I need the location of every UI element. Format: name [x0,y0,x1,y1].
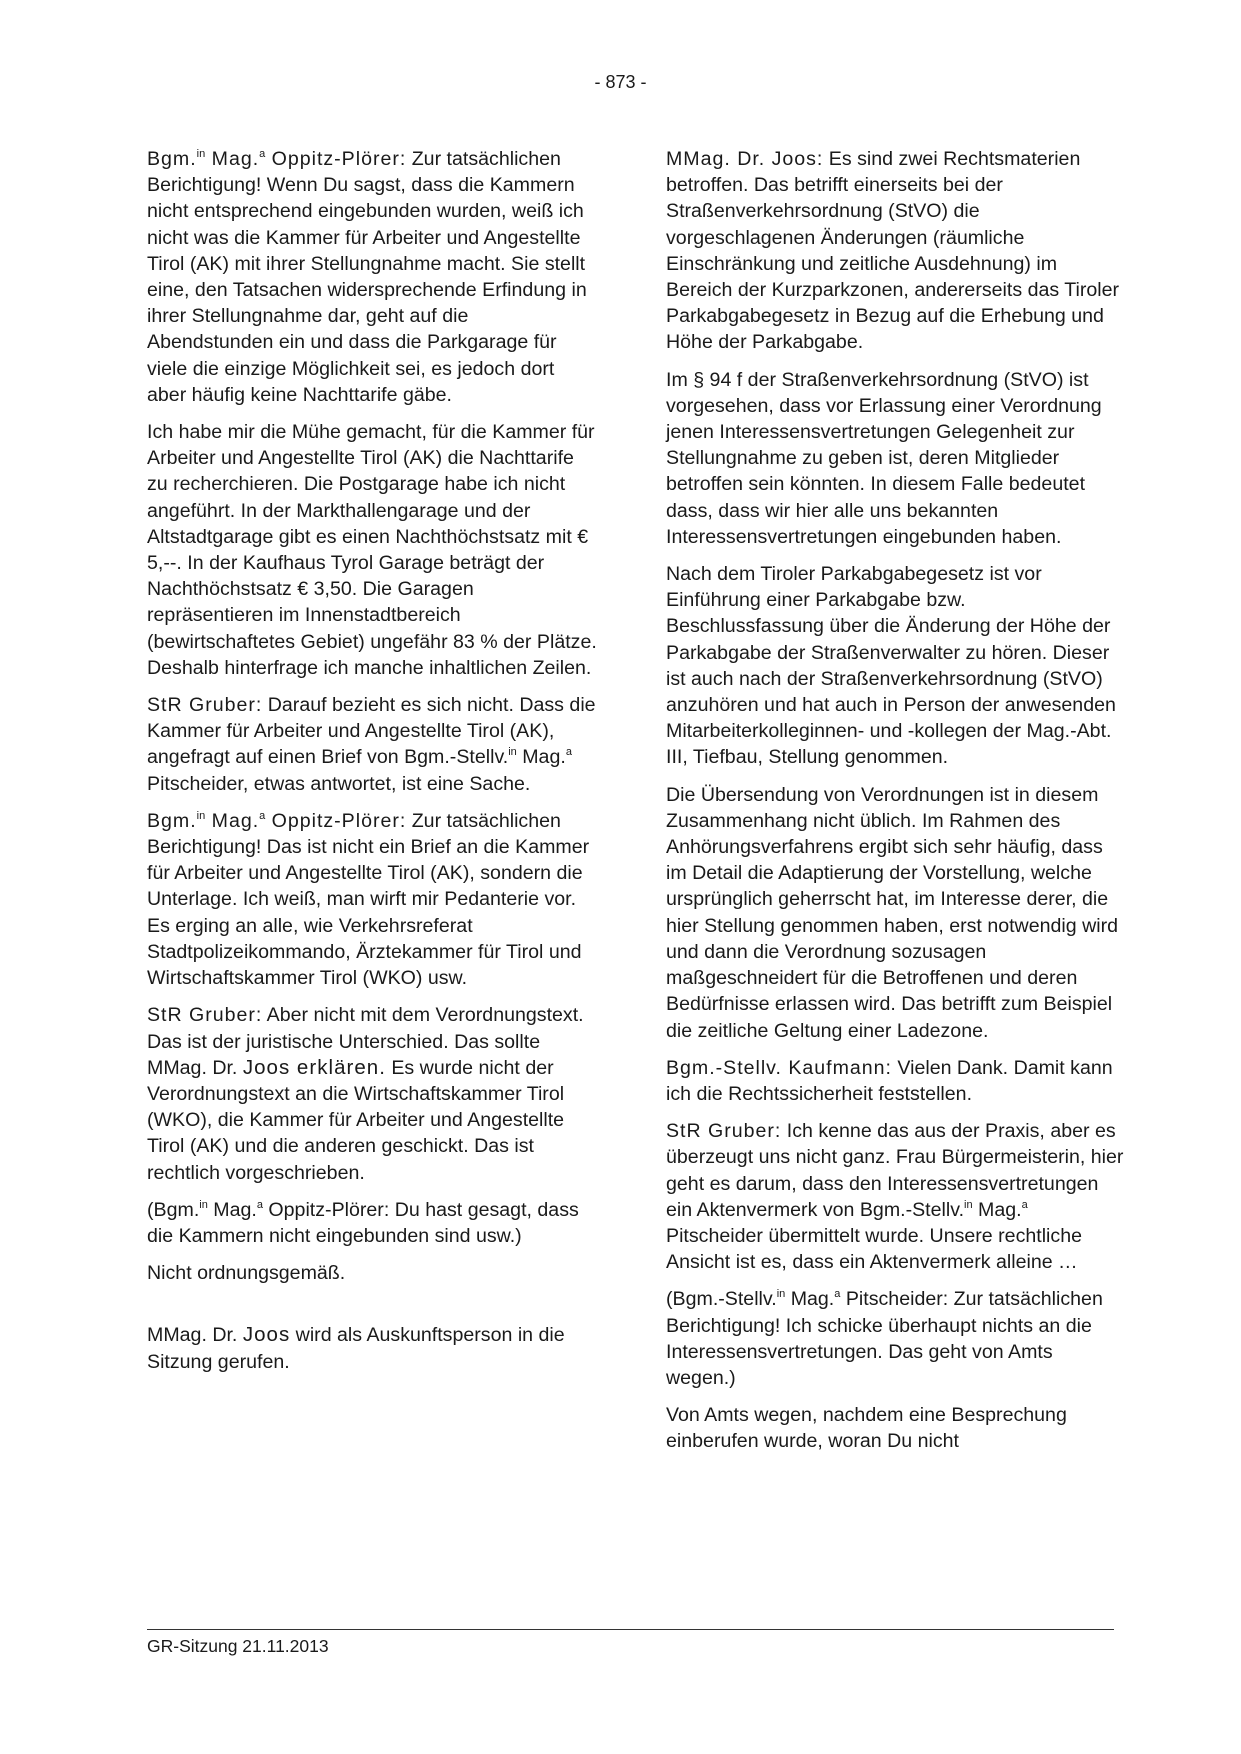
speech-text: Oppitz-Plörer: Du hast gesagt, dass die Kammern nicht eingebunden sind usw.) [147,1198,579,1247]
footer-text: GR-Sitzung 21.11.2013 [147,1636,329,1656]
speaker-name: MMag. Dr. Joos: [666,148,824,170]
superscript: in [508,746,517,759]
speaker-name: Bgm. [147,809,197,832]
superscript: in [199,1198,208,1211]
footer-divider [147,1629,1114,1630]
speaker-name: Bgm. [147,148,197,170]
speech-text: Mag. [785,1288,835,1311]
speech-text: Darauf bezieht es sich nicht. Dass die Kammer für Arbeiter und Angestellte Tirol (AK), angefragt auf einen Brief von Bgm.-Stellv. [147,694,596,769]
paragraph [147,1197,597,1249]
paragraph [666,1118,1124,1275]
paragraph: Von Amts wegen, nachdem eine Besprechung einberufen wurde, woran Du nicht [666,1404,1067,1453]
superscript: a [256,1198,263,1211]
speaker-name: Mag. [205,148,260,170]
speaker-name: StR Gruber: [147,1004,263,1027]
speech-text: Es wurde nicht der Verordnungstext an die Wirtschaftskammer Tirol (WKO), die Kammer für Arbeiter und Angestellte Tirol (AK) und die anderen geschickt. Das ist rechtlich vorgeschrieben. [147,1056,565,1184]
superscript: a [259,148,266,160]
superscript: a [259,809,266,822]
speaker-name: Joos [242,1323,291,1347]
speech-text: Es sind zwei Rechtsmaterien betroffen. Das betrifft einerseits bei der Straßenverkehrsordnung (StVO) die vorgeschlagenen Änderungen (räumliche Einschränkung und zeitliche Ausdehnung) im Bereich der Kurzparkzonen, andererseits das Tiroler Parkabgabegesetz in Bezug auf die Erhebung und Höhe der Parkabgabe. [666,148,1120,354]
speech-text: (Bgm.-Stellv. [666,1288,777,1311]
speech-text: Pitscheider, etwas antwortet, ist eine Sache. [147,772,531,795]
speech-text: Pitscheider: Zur tatsächlichen Berichtigung! Ich schicke überhaupt nichts an die Interessensvertretungen. Das geht von Amts wegen.) [666,1288,1103,1389]
superscript: a [1021,1198,1028,1211]
paragraph [147,1322,597,1374]
speech-text: Zur tatsächlichen Berichtigung! Das ist nicht ein Brief an die Kammer für Arbeiter und Angestellte Tirol (AK), sondern die Unterlage. Ich weiß, man wirft mir Pedanterie vor. Es erging an alle, wie Verkehrsreferat Stadtpolizeikommando, Ärztekammer für Tirol und Wirtschaftskammer Tirol (WKO) usw. [147,809,590,990]
paragraph: Nach dem Tiroler Parkabgabegesetz ist vor Einführung einer Parkabgabe bzw. Beschlussfassung über die Änderung der Höhe der Parkabgabe der Straßenverwalter zu hören. Dieser ist auch nach der Straßenverkehrsordnung (StVO) anzuhören und hat auch in Person der anwesenden Mitarbeiterkolleginnen- und -kollegen der Mag.-Abt. III, Tiefbau, Stellung genommen. [666,563,1116,769]
speech-text: Vielen Dank. Damit kann ich die Rechtssicherheit feststellen. [666,1056,1113,1105]
speech-text: (Bgm. [147,1198,200,1221]
paragraph [147,146,597,408]
speech-text: Ich kenne das aus der Praxis, aber es überzeugt uns nicht ganz. Frau Bürgermeisterin, hier geht es darum, dass den Interessensvertretungen ein Aktenvermerk von Bgm.-Stellv. [666,1120,1124,1221]
paragraph [666,146,1124,356]
paragraph [147,692,597,797]
speech-text: Mag. [972,1198,1022,1221]
right-column [666,146,1124,1466]
superscript: in [196,148,206,160]
speech-text: Mag. [516,746,566,769]
paragraph [147,808,597,991]
paragraph: Ich habe mir die Mühe gemacht, für die Kammer für Arbeiter und Angestellte Tirol (AK) die Nachttarife zu recherchieren. Die Postgarage habe ich nicht angeführt. In der Markthallengarage und der Altstadtgarage gibt es einen Nachthöchstsatz mit € 5,--. In der Kaufhaus Tyrol Garage beträgt der Nachthöchstsatz € 3,50. Die Garagen repräsentieren im Innenstadtbereich (bewirtschaftetes Gebiet) ungefähr 83 % der Plätze. Deshalb hinterfrage ich manche inhaltlichen Zeilen. [147,421,597,679]
speech-text: Pitscheider übermittelt wurde. Unsere rechtliche Ansicht ist es, dass ein Aktenvermerk alleine … [666,1224,1083,1274]
paragraph: Im § 94 f der Straßenverkehrsordnung (StVO) ist vorgesehen, dass vor Erlassung einer Verordnung jenen Interessensvertretungen Gelegenheit zur Stellungnahme zu geben ist, deren Mitglieder betroffen sein könnten. In diesem Falle bedeutet dass, dass wir hier alle uns bekannten Interessensvertretungen eingebunden haben. [666,368,1102,548]
paragraph [666,1055,1124,1107]
speaker-name: StR Gruber: [666,1120,782,1143]
speaker-name: Oppitz-Plörer: [265,148,407,170]
superscript: in [196,809,206,822]
speaker-name: Mag. [205,809,260,832]
paragraph: Nicht ordnungsgemäß. [147,1262,346,1285]
paragraph: Die Übersendung von Verordnungen ist in diesem Zusammenhang nicht üblich. Im Rahmen des Anhörungsverfahrens ergibt sich sehr häufig, dass im Detail die Adaptierung der Vorstellung, welche ursprünglich geherrscht hat, im Interesse derer, die hier Stellung genommen haben, erst notwendig wird und dann die Verordnung sozusagen maßgeschneidert für die Betroffenen und deren Bedürfnisse erlassen wird. Das betrifft zum Beispiel die zeitliche Geltung einer Ladezone. [666,783,1119,1042]
speech-text: Zur tatsächlichen Berichtigung! Wenn Du sagst, dass die Kammern nicht entsprechend eingebunden wurden, weiß ich nicht was die Kammer für Arbeiter und Angestellte Tirol (AK) mit ihrer Stellungnahme macht. Sie stellt eine, den Tatsachen widersprechende Erfindung in ihrer Stellungnahme dar, geht auf die Abendstunden ein und dass die Parkgarage für viele die einzige Möglichkeit sei, es jedoch dort aber häufig keine Nachttarife gäbe. [147,148,587,406]
speech-text: Mag. [207,1198,257,1221]
speaker-name: Oppitz-Plörer: [265,809,407,832]
page-number: - 873 - [594,72,647,92]
superscript: a [565,746,572,759]
superscript: a [834,1288,841,1301]
speech-text: wird als Auskunftsperson in die Sitzung gerufen. [147,1324,565,1373]
speech-text: Aber nicht mit dem Verordnungstext. Das ist der juristische Unterschied. Das sollte MMag. Dr. [147,1004,584,1079]
speaker-name: Joos erklären. [242,1055,386,1079]
superscript: in [964,1198,973,1211]
left-column [147,146,597,1386]
paragraph [147,1002,597,1185]
superscript: in [776,1288,786,1301]
speech-text: MMag. Dr. [147,1324,243,1347]
paragraph [666,1286,1124,1391]
speaker-name: StR Gruber: [147,694,263,717]
speaker-name: Bgm.-Stellv. Kaufmann: [666,1056,892,1079]
